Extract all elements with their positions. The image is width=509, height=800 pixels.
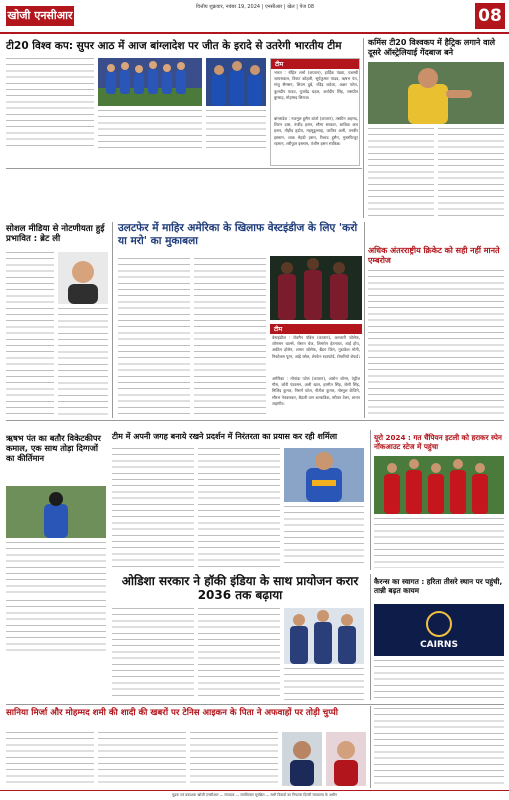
pant-headline: ऋषभ पंत का बतौर विकेटकीपर कमाल, एक साथ तोड़ा दिग्गजों का कीर्तिमान [6,433,101,463]
sania-photo-svg [326,732,366,786]
pant-body [6,542,106,596]
masthead [0,0,509,34]
cummins-photo [368,62,504,124]
cairns-logo-photo [374,604,504,656]
section-divider-2 [6,420,504,421]
newspaper-logo: खोजी एनसीआर [6,6,74,26]
sharmila-body-3 [284,506,364,568]
brett-lee-photo [58,252,108,304]
sharmila-photo [284,448,364,502]
spain-photo [374,456,504,514]
ambrose-headline: अधिक अंतरराष्ट्रीय क्रिकेट को सही नहीं मानते एम्बरोज [368,246,500,265]
cummins-body-2 [438,128,504,218]
sania-body-2 [98,732,186,786]
lead-body-col-3 [206,110,266,148]
footer-imprint: मुद्रक एवं प्रकाशक खोजी एनसीआर — संपादक — सर्वाधिकार सुरक्षित — सभी विवादों का निपटारा दिल्ली न्यायालय के अधीन [0,790,509,800]
section-divider-1 [6,168,362,169]
column-divider-5 [370,574,371,700]
lead-headline: टी20 विश्व कप: सुपर आठ में आज बांग्लादेश पर जीत के इरादे से उतरेगी भारतीय टीम [6,40,342,52]
lead-body-col-2 [98,110,202,148]
column-divider-3 [364,222,365,418]
wi-usa-team-box [270,324,362,418]
cairns-logo-text: CAIRNS [420,640,458,650]
ambrose-body [368,270,504,418]
wi-usa-body-2 [194,258,266,416]
team-india-photo-svg [98,58,202,106]
column-divider-2 [112,222,113,418]
usa-team: अमेरिका : मोनांक पटेल (कप्तान), आरोन जोन्स, एंड्रीज गौस, कोरी एंडरसन, अली खान, हरमीत सिंह, जेसी सिंह, मिलिंद कुमार, निसर्ग पटेल, नीतीश कुमार, नोस्तुश केंजिगे, सौरभ नेत्रवलकर, शैडली वान शल्कविक, स्टीवन टेलर, शायन जहांगीर। [272,376,360,406]
odisha-body-4 [284,668,364,700]
lead-body-col-1 [6,58,94,148]
wi-usa-team-title: टीम [270,324,362,334]
wi-team: वेस्टइंडीज : रोवमैन पॉवेल (कप्तान), अल्जारी जोसेफ, जॉनसन चार्ल्स, रोस्टन चेज, शिमरोन हेटमायर, शाई होप, अकील होसेन, शमार जोसेफ, ब्रैंडन किंग, गुडाकेश मोती, निकोलस पूरन, आंद्रे रसेल, शेरफेन रदरफोर्ड, रोमारियो शेफर्ड। [272,335,360,359]
cairns-body [374,660,504,700]
euro-body [374,518,504,568]
column-divider [363,38,364,218]
wi-usa-headline: उलटफेर में माहिर अमेरिका के खिलाफ वेस्टइंडीज के लिए 'करो या मरो' का मुकाबला [118,222,358,247]
lead-team-india: भारत : रोहित शर्मा (कप्तान), हार्दिक पंड्या, यशस्वी जायसवाल, विराट कोहली, सूर्यकुमार यादव, ऋषभ पंत, संजू सैमसन, शिवम दुबे, रविंद्र जडेजा, अक्षर पटेल, कुलदीप यादव, युजवेंद्र चहल, अर्शदीप सिंह, जसप्रीत बुमराह, मोहम्मद सिराज। [274,70,358,100]
odisha-body-3 [198,608,280,700]
shami-photo [282,732,322,786]
cairns-headline: कैरन्स का स्वागत : हरिता तीसरे स्थान पर पहुंची, तान्नी बढ़त कायम [374,577,503,595]
euro-headline: यूरो 2024 : गत चैंपियन इटली को हराकर स्पेन नॉकआउट स्टेज में पहुंचा [374,433,502,451]
lee-body-2 [58,308,108,416]
pant-photo [6,486,106,538]
sania-body-3 [190,732,278,786]
odisha-headline: ओडिशा सरकार ने हॉकी इंडिया के साथ प्रायोजन करार 2036 तक बढ़ाया [121,574,359,603]
sania-body-1 [6,732,94,786]
column-divider-6 [370,706,371,788]
sharmila-headline: टीम में अपनी जगह बनाये रखने प्रदर्शन में निरंतरता का प्रयास कर रही शर्मिला [112,432,338,441]
odisha-hockey-photo [284,608,364,664]
pant-photo-svg [6,486,106,538]
cummins-headline: कमिंस टी20 विश्वकप में हैट्रिक लगाने वाले दूसरे ऑस्ट्रेलियाई गेंदबाज बने [368,38,496,57]
brett-lee-photo-svg [58,252,108,304]
odisha-body-1 [6,600,106,652]
lee-headline: सोशल मीडिया से नोटणीयता हुई प्रभावित : ब्रेट ली [6,224,105,245]
west-indies-photo-svg [270,256,362,320]
spain-photo-svg [374,456,504,514]
shami-photo-svg [282,732,322,786]
lee-body-1 [6,252,54,416]
lead-team-bangladesh: बांग्लादेश : नजमुल हुसैन शांतो (कप्तान), तस्कीन अहमद, लिटन दास, तंजीद हसन, सौम्य सरकार, शाकिब अल हसन, तौहीद हृदोय, महमूदुल्लाह, जाकिर अली, तनवीर इस्लाम, शाक मेहदी हसन, रिशाद हुसैन, मुस्तफिजुर रहमान, शरीफुल इस्लाम, तंजीम हसन साकिब। [274,116,358,146]
sharmila-body-1 [112,448,194,568]
odisha-body-2 [112,608,194,700]
sharmila-body-2 [198,448,280,568]
west-indies-photo [270,256,362,320]
lead-team-title: टीम [271,59,359,69]
odisha-hockey-photo-svg [284,608,364,664]
page-number: 08 [475,3,505,29]
team-india-photo-2-svg [206,58,266,106]
team-india-photo [98,58,202,106]
right-column-body [374,708,504,786]
sania-photo [326,732,366,786]
issue-info: वित्तीय शुक्रवार, नवंबर 19, 2024 | एनसीआर | खेल | पेज 08 [195,4,315,10]
wi-usa-body-1 [118,258,190,416]
cummins-photo-svg [368,62,504,124]
team-india-photo-2 [206,58,266,106]
cummins-body-1 [368,128,434,218]
sharmila-photo-svg [284,448,364,502]
column-divider-4 [370,430,371,570]
sania-headline: सानिया मिर्जा और मोहम्मद शमी की शादी की खबरों पर टेनिस आइकन के पिता ने अफवाहों पर तोड़ी चुप्पी [6,708,339,718]
section-divider-3 [6,704,504,705]
lead-team-box [270,58,360,166]
